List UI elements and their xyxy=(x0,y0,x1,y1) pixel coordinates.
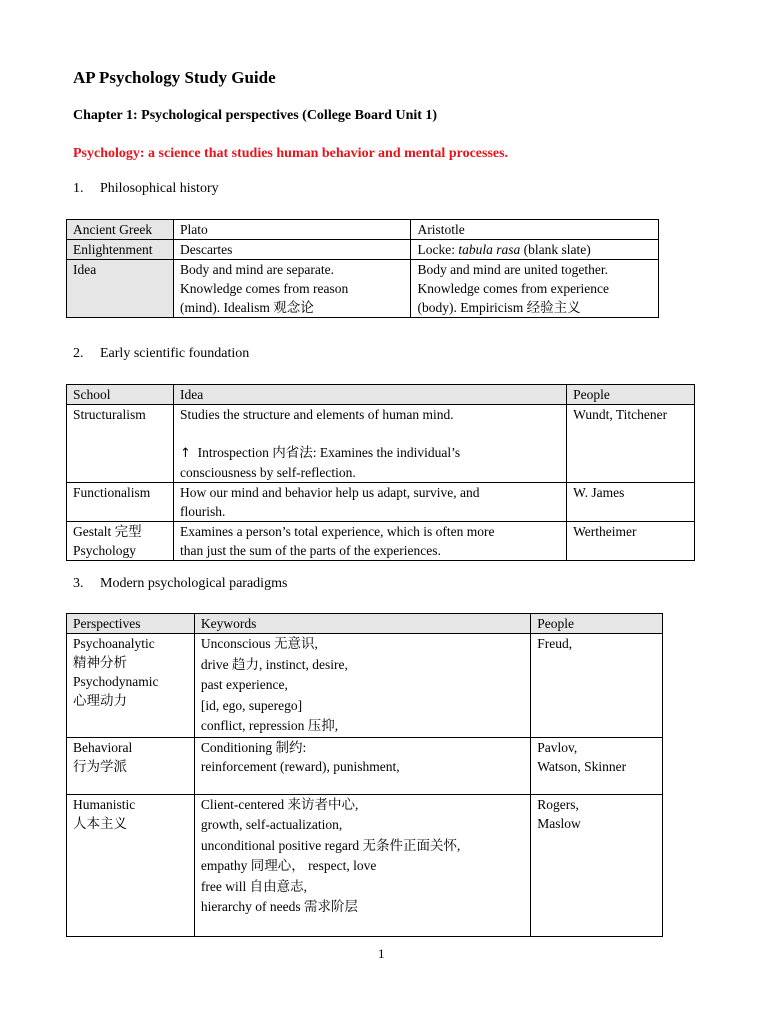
cell-line: Knowledge comes from experience xyxy=(417,281,610,296)
cell-line xyxy=(180,443,560,463)
cell-line: Psychoanalytic xyxy=(73,636,155,651)
cell-line: Examines a person’s total experience, which is often more xyxy=(179,524,495,539)
cell-line: Gestalt 完型 xyxy=(73,524,142,539)
cell-line: How our mind and behavior help us adapt, survive, and xyxy=(179,485,480,500)
section-number: 3. xyxy=(73,576,84,591)
cell-line: Humanistic xyxy=(73,796,136,812)
table-row xyxy=(67,240,659,260)
cell-line: free will 自由意志, xyxy=(200,878,308,894)
table-cell xyxy=(67,634,195,738)
up-arrow-icon: ↑ xyxy=(179,446,191,461)
table-cell: Wundt, Titchener xyxy=(567,405,695,483)
table-cell: Wertheimer xyxy=(567,522,695,561)
cell-line: (mind). Idealism 观念论 xyxy=(179,300,314,315)
aristotle-idea-cell xyxy=(411,260,659,318)
table-row xyxy=(67,634,663,738)
cell-line: past experience, xyxy=(200,677,288,692)
table-cell: Aristotle xyxy=(411,220,659,240)
table-cell xyxy=(531,737,663,794)
modern-paradigms-table xyxy=(66,613,663,937)
table-cell xyxy=(67,522,174,561)
table-row xyxy=(67,794,663,936)
philosophical-history-table xyxy=(66,219,659,318)
table-cell: Plato xyxy=(173,220,411,240)
page-number: 1 xyxy=(378,946,385,961)
cell-line: 人本主义 xyxy=(73,815,127,831)
psychology-definition: Psychology: a science that studies human behavior and mental processes. xyxy=(73,146,509,161)
table-cell xyxy=(67,737,195,794)
cell-line: Client-centered 来访者中心, xyxy=(200,796,359,812)
table-cell: W. James xyxy=(567,483,695,522)
tabula-rasa-term: tabula rasa xyxy=(458,242,521,257)
table-header-cell: Idea xyxy=(173,385,566,405)
cell-line: Behavioral xyxy=(73,739,133,755)
locke-gloss: (blank slate) xyxy=(523,242,591,257)
cell-line: Pavlov, xyxy=(537,739,578,755)
locke-label: Locke: xyxy=(417,242,455,257)
cell-line: Unconscious 无意识, xyxy=(200,636,318,651)
cell-line: unconditional positive regard 无条件正面关怀, xyxy=(200,837,461,853)
cell-line: 行为学派 xyxy=(73,758,127,774)
cell-line: flourish. xyxy=(179,504,226,519)
table-header-cell: People xyxy=(531,614,663,634)
cell-line: Body and mind are united together. xyxy=(417,262,608,277)
table-row xyxy=(67,260,659,318)
document-title: AP Psychology Study Guide xyxy=(73,68,276,87)
cell-line: [id, ego, superego] xyxy=(200,697,303,713)
table-cell xyxy=(173,483,566,522)
table-cell: Descartes xyxy=(173,240,411,260)
table-header-cell: Keywords xyxy=(194,614,530,634)
table-cell: Functionalism xyxy=(67,483,174,522)
section-title: Modern psychological paradigms xyxy=(100,576,288,591)
cell-line: Rogers, xyxy=(537,796,579,812)
cell-line: Maslow xyxy=(537,815,581,831)
cell-line: (body). Empiricism 经验主义 xyxy=(417,300,581,315)
section-number: 1. xyxy=(73,181,84,196)
table-row xyxy=(67,483,695,522)
table-cell xyxy=(173,405,566,483)
cell-line: Watson, Skinner xyxy=(537,758,627,774)
table-cell xyxy=(194,737,530,794)
cell-line: 精神分析 xyxy=(73,655,127,670)
table-header-cell: People xyxy=(567,385,695,405)
cell-line: reinforcement (reward), punishment, xyxy=(200,758,400,774)
table-cell xyxy=(173,522,566,561)
cell-line: growth, self-actualization, xyxy=(200,817,343,832)
cell-line: empathy 同理心， respect, love xyxy=(200,858,377,873)
table-header-cell: Perspectives xyxy=(67,614,195,634)
section-2-heading xyxy=(73,346,249,362)
table-row xyxy=(67,522,695,561)
table-cell: Ancient Greek xyxy=(67,220,174,240)
table-cell: Structuralism xyxy=(67,405,174,483)
table-cell xyxy=(194,794,530,936)
table-header-cell: School xyxy=(67,385,174,405)
cell-line: consciousness by self-reflection. xyxy=(179,465,356,480)
table-row xyxy=(67,405,695,483)
cell-line: 心理动力 xyxy=(73,693,127,708)
table-cell xyxy=(411,240,659,260)
cell-line: Body and mind are separate. xyxy=(179,262,335,277)
cell-line: Studies the structure and elements of human mind. xyxy=(179,407,454,422)
section-1-heading xyxy=(73,181,219,197)
cell-line: Psychodynamic xyxy=(73,674,159,689)
plato-idea-cell xyxy=(173,260,411,318)
table-cell xyxy=(531,794,663,936)
cell-line: conflict, repression 压抑, xyxy=(200,718,339,733)
section-3-heading xyxy=(73,576,287,592)
table-row xyxy=(67,220,659,240)
chapter-heading: Chapter 1: Psychological perspectives (College Board Unit 1) xyxy=(73,108,438,123)
table-header-row xyxy=(67,614,663,634)
table-cell: Enlightenment xyxy=(67,240,174,260)
table-cell: Idea xyxy=(67,260,174,318)
section-title: Philosophical history xyxy=(100,181,219,196)
cell-line: Knowledge comes from reason xyxy=(179,281,349,296)
cell-line: Psychology xyxy=(73,543,137,558)
table-cell: Freud, xyxy=(531,634,663,738)
table-cell xyxy=(194,634,530,738)
table-cell xyxy=(67,794,195,936)
introspection-text: Introspection 内省法: Examines the individual’s xyxy=(197,445,461,460)
table-row xyxy=(67,737,663,794)
cell-line: Conditioning 制约: xyxy=(200,739,307,755)
early-foundation-table xyxy=(66,384,695,561)
cell-line: hierarchy of needs 需求阶层 xyxy=(200,899,358,914)
section-title: Early scientific foundation xyxy=(100,346,250,361)
table-header-row xyxy=(67,385,695,405)
cell-line: than just the sum of the parts of the experiences. xyxy=(179,543,441,558)
cell-line: drive 趋力, instinct, desire, xyxy=(200,656,348,672)
section-number: 2. xyxy=(73,346,84,361)
